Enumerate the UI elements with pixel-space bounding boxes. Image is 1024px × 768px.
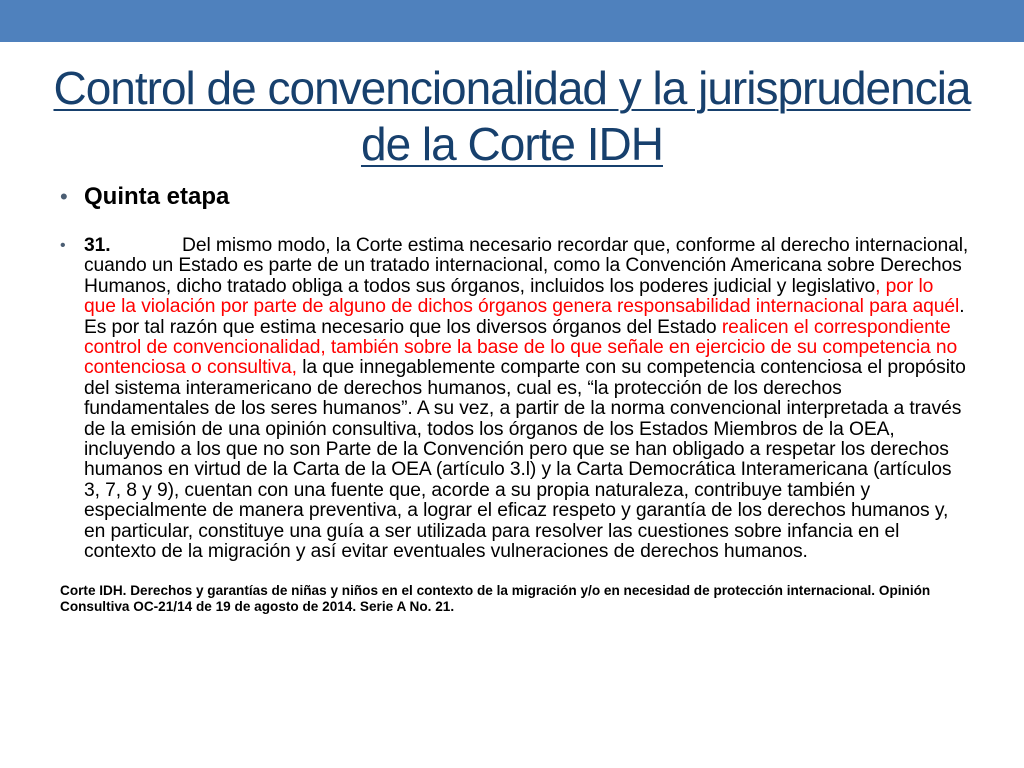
citation: Corte IDH. Derechos y garantías de niñas y niños en el contexto de la migración y/o en necesidad de protección internacional. Opinión Consultiva OC-21/14 de 19 de agosto de 2014. Serie A No. 21.: [60, 582, 931, 614]
slide-body: [60, 182, 970, 615]
slide-title: Control de convencionalidad y la jurisprudencia de la Corte IDH: [53, 62, 971, 170]
paragraph-highlight-2: realicen el correspondiente control de convencionalidad, también sobre la base de lo que señale en ejercicio de su competencia no contenciosa o consultiva,: [84, 316, 958, 379]
bullet-paragraph: [60, 236, 970, 563]
paragraph-text-2: . Es por tal razón que estima necesario que los diversos órganos del Estado: [84, 296, 965, 338]
paragraph-text-3: la que innegablemente comparte con su competencia contenciosa el propósito del sistema interamericano de derechos humanos, cual es, “la protección de los derechos fundamentales de los seres humanos”. A su vez, a partir de la norma convencional interpretada a través de la emisión de una opinión consultiva, todos los órganos de los Estados Miembros de la OEA, incluyendo a los que no son Parte de la Convención pero que se han obligado a respetar los derechos humanos en virtud de la Carta de la OEA (artículo 3.l) y la Carta Democrática Interamericana (artículos 3, 7, 8 y 9), cuentan con una fuente que, acorde a su propia naturaleza, contribuye también y especialmente de manera preventiva, a lograr el eficaz respeto y garantía de los derechos humanos y, en particular, constituye una guía a ser utilizada para resolver las cuestiones sobre infancia en el contexto de la migración y así evitar eventuales vulneraciones de derechos humanos.: [84, 357, 966, 563]
paragraph-text-1: Del mismo modo, la Corte estima necesario recordar que, conforme al derecho internacional, cuando un Estado es parte de un tratado internacional, como la Convención Americana sobre Derechos Humanos, dicho tratado obliga a todos sus órganos, incluidos los poderes judicial y legislativo: [84, 235, 969, 297]
top-accent-bar: [0, 0, 1024, 42]
bullet-heading: [60, 182, 970, 212]
bullet-dot-icon: •: [60, 184, 68, 209]
paragraph-highlight-1: , por lo que la violación por parte de alguno de dichos órganos genera responsabilidad internacional para aquél: [84, 275, 960, 318]
heading-text: Quinta etapa: [84, 183, 230, 210]
bullet-dot-icon: •: [60, 237, 66, 254]
paragraph-number: 31.: [84, 235, 111, 256]
